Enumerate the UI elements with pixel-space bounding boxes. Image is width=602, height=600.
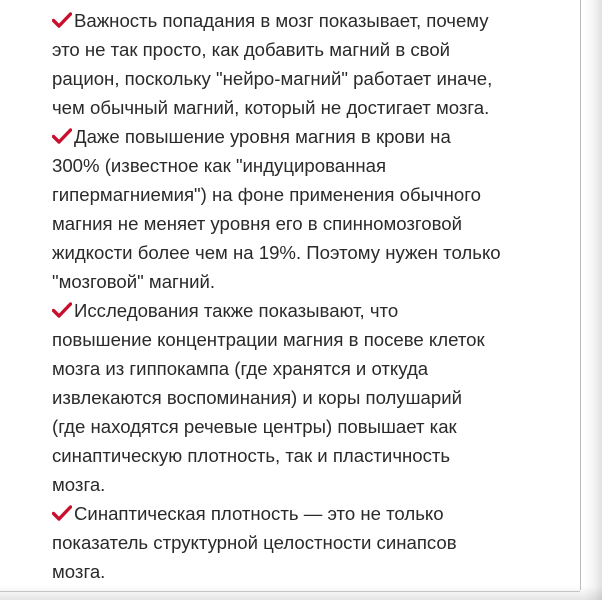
paragraph-1 [52,6,567,122]
text-line: мозга. [52,561,106,582]
text-line: жидкости более чем на 19%. Поэтому нужен только [52,242,501,263]
checkmark-icon [52,302,72,318]
text-line: это не так просто, как добавить магний в свой [52,39,451,60]
text-line: 300% (известное как "индуцированная [52,155,387,176]
text-line: Даже повышение уровня магния в крови на [52,122,567,151]
text-line: Синаптическая плотность — это не только [52,499,567,528]
text-line: синаптическую плотность, так и пластичность [52,445,451,466]
text-line: показатель структурной целостности синапсов [52,532,457,553]
text-line: мозга. [52,474,106,495]
checkmark-icon [52,128,72,144]
page-bottom-line [0,591,580,592]
text-line: рацион, поскольку "нейро-магний" работает иначе, [52,68,493,89]
text-line: Важность попадания в мозг показывает, почему [52,6,567,35]
text-line: гипермагниемия") на фоне применения обычного [52,184,481,205]
paragraph-3 [52,296,567,499]
text-line: Исследования также показывают, что [52,296,567,325]
article-text [52,6,567,586]
text-line: мозга из гиппокампа (где хранятся и откуда [52,358,429,379]
paragraph-4 [52,499,567,586]
checkmark-icon [52,505,72,521]
text-line: (где находятся речевые центры) повышает как [52,416,457,437]
text-line: извлекаются воспоминания) и коры полушарий [52,387,463,408]
text-line: чем обычный магний, который не достигает мозга. [52,97,490,118]
paragraph-2 [52,122,567,296]
page-edge-shadow [584,0,602,600]
text-line: "мозговой" магний. [52,271,216,292]
text-line: магния не меняет уровня его в спинномозговой [52,213,463,234]
checkmark-icon [52,12,72,28]
page-bottom-shadow [0,586,602,600]
text-line: повышение концентрации магния в посеве клеток [52,329,485,350]
page-edge-line [580,0,581,590]
